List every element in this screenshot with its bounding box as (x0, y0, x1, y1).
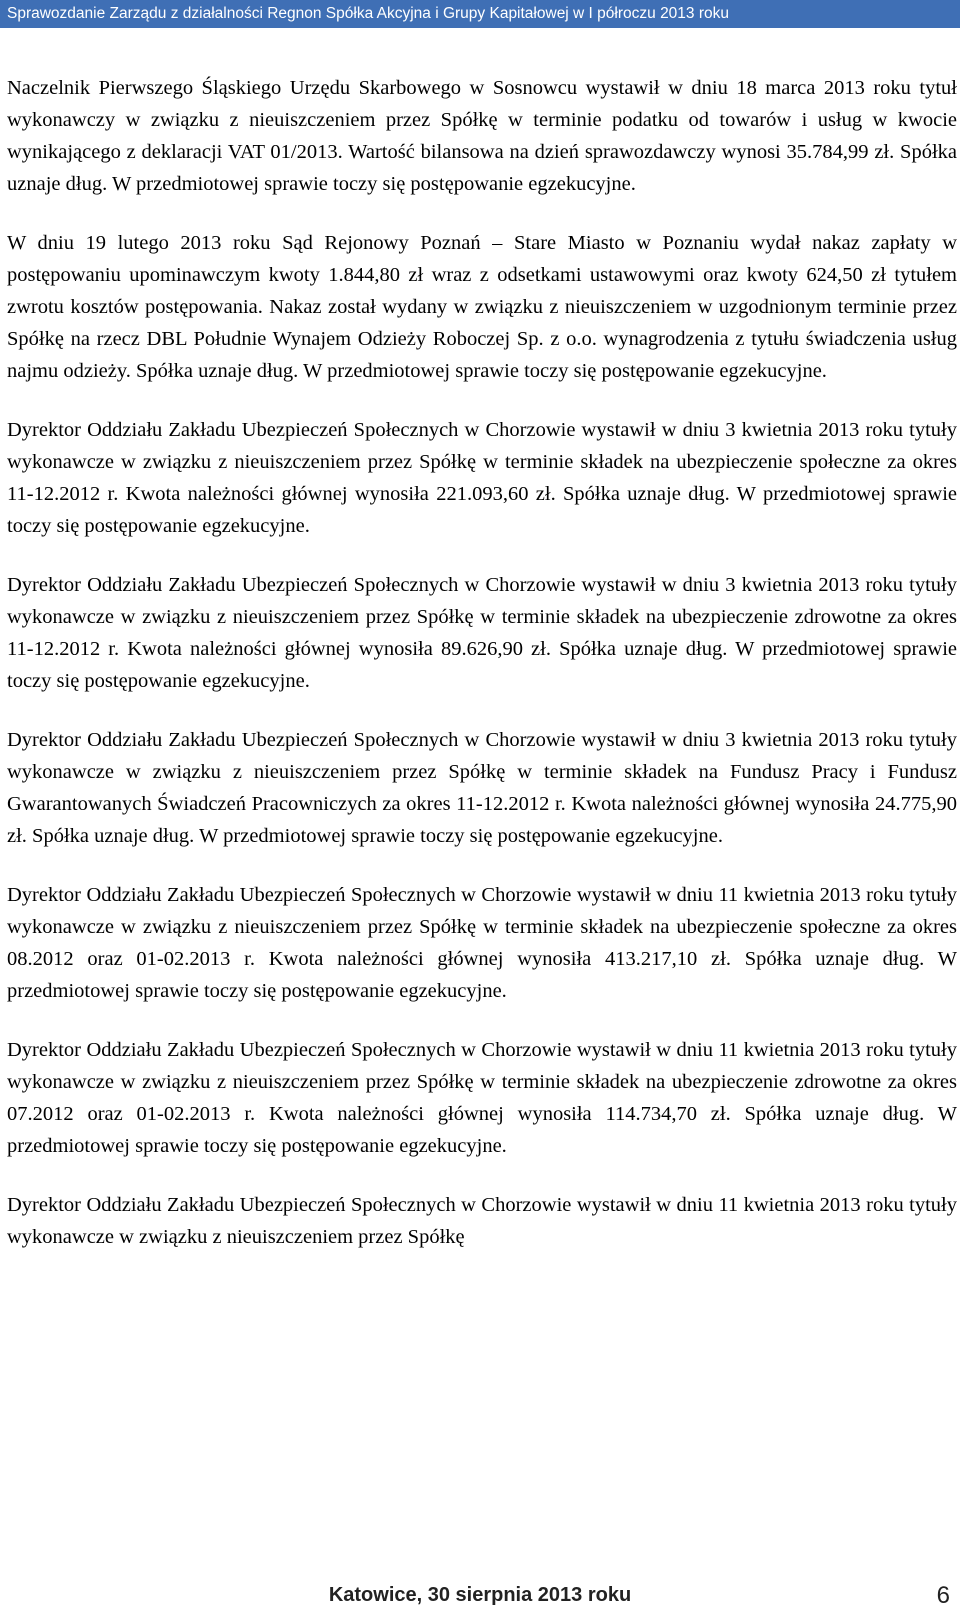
document-title: Sprawozdanie Zarządu z działalności Regnon Spółka Akcyjna i Grupy Kapitałowej w I półroczu 2013 roku (7, 5, 730, 22)
page-number: 6 (936, 1582, 950, 1609)
document-footer (0, 1580, 960, 1616)
document-body (7, 72, 957, 1280)
paragraph-zus-labour-fund: Dyrektor Oddziału Zakładu Ubezpieczeń Społecznych w Chorzowie wystawił w dniu 3 kwietnia 2013 roku tytuły wykonawcze w związku z nieuiszczeniem przez Spółkę w terminie składek na Fundusz Pracy i Fundusz Gwarantowanych Świadczeń Pracowniczych za okres 11-12.2012 r. Kwota należności głównej wynosiła 24.775,90 zł. Spółka uznaje dług. W przedmiotowej sprawie toczy się postępowanie egzekucyjne. (7, 729, 957, 847)
document-header (0, 0, 960, 28)
paragraph-zus-social-2: Dyrektor Oddziału Zakładu Ubezpieczeń Społecznych w Chorzowie wystawił w dniu 11 kwietnia 2013 roku tytuły wykonawcze w związku z nieuiszczeniem przez Spółkę w terminie składek na ubezpieczenie społeczne za okres 08.2012 oraz 01-02.2013 r. Kwota należności głównej wynosiła 413.217,10 zł. Spółka uznaje dług. W przedmiotowej sprawie toczy się postępowanie egzekucyjne. (7, 884, 957, 1002)
paragraph-zus-continued: Dyrektor Oddziału Zakładu Ubezpieczeń Społecznych w Chorzowie wystawił w dniu 11 kwietnia 2013 roku tytuły wykonawcze w związku z nieuiszczeniem przez Spółkę (7, 1194, 957, 1248)
paragraph-court-order: W dniu 19 lutego 2013 roku Sąd Rejonowy Poznań – Stare Miasto w Poznaniu wydał nakaz zapłaty w postępowaniu upominawczym kwoty 1.844,80 zł wraz z odsetkami ustawowymi oraz kwoty 624,50 zł tytułem zwrotu kosztów postępowania. Nakaz został wydany w związku z nieuiszczeniem w uzgodnionym terminie przez Spółkę na rzecz DBL Południe Wynajem Odzieży Roboczej Sp. z o.o. wynagrodzenia z tytułu świadczenia usług najmu odzieży. Spółka uznaje dług. W przedmiotowej sprawie toczy się postępowanie egzekucyjne. (7, 232, 957, 382)
paragraph-tax-office: Naczelnik Pierwszego Śląskiego Urzędu Skarbowego w Sosnowcu wystawił w dniu 18 marca 2013 roku tytuł wykonawczy w związku z nieuiszczeniem przez Spółkę w terminie podatku od towarów i usług w kwocie wynikającego z deklaracji VAT 01/2013. Wartość bilansowa na dzień sprawozdawczy wynosi 35.784,99 zł. Spółka uznaje dług. W przedmiotowej sprawie toczy się postępowanie egzekucyjne. (7, 77, 957, 195)
paragraph-zus-health-2: Dyrektor Oddziału Zakładu Ubezpieczeń Społecznych w Chorzowie wystawił w dniu 11 kwietnia 2013 roku tytuły wykonawcze w związku z nieuiszczeniem przez Spółkę w terminie składek na ubezpieczenie zdrowotne za okres 07.2012 oraz 01-02.2013 r. Kwota należności głównej wynosiła 114.734,70 zł. Spółka uznaje dług. W przedmiotowej sprawie toczy się postępowanie egzekucyjne. (7, 1039, 957, 1157)
paragraph-zus-health-1: Dyrektor Oddziału Zakładu Ubezpieczeń Społecznych w Chorzowie wystawił w dniu 3 kwietnia 2013 roku tytuły wykonawcze w związku z nieuiszczeniem przez Spółkę w terminie składek na ubezpieczenie zdrowotne za okres 11-12.2012 r. Kwota należności głównej wynosiła 89.626,90 zł. Spółka uznaje dług. W przedmiotowej sprawie toczy się postępowanie egzekucyjne. (7, 574, 957, 692)
paragraph-zus-social-1: Dyrektor Oddziału Zakładu Ubezpieczeń Społecznych w Chorzowie wystawił w dniu 3 kwietnia 2013 roku tytuły wykonawcze w związku z nieuiszczeniem przez Spółkę w terminie składek na ubezpieczenie społeczne za okres 11-12.2012 r. Kwota należności głównej wynosiła 221.093,60 zł. Spółka uznaje dług. W przedmiotowej sprawie toczy się postępowanie egzekucyjne. (7, 419, 957, 537)
footer-place-date: Katowice, 30 sierpnia 2013 roku (328, 1584, 632, 1606)
